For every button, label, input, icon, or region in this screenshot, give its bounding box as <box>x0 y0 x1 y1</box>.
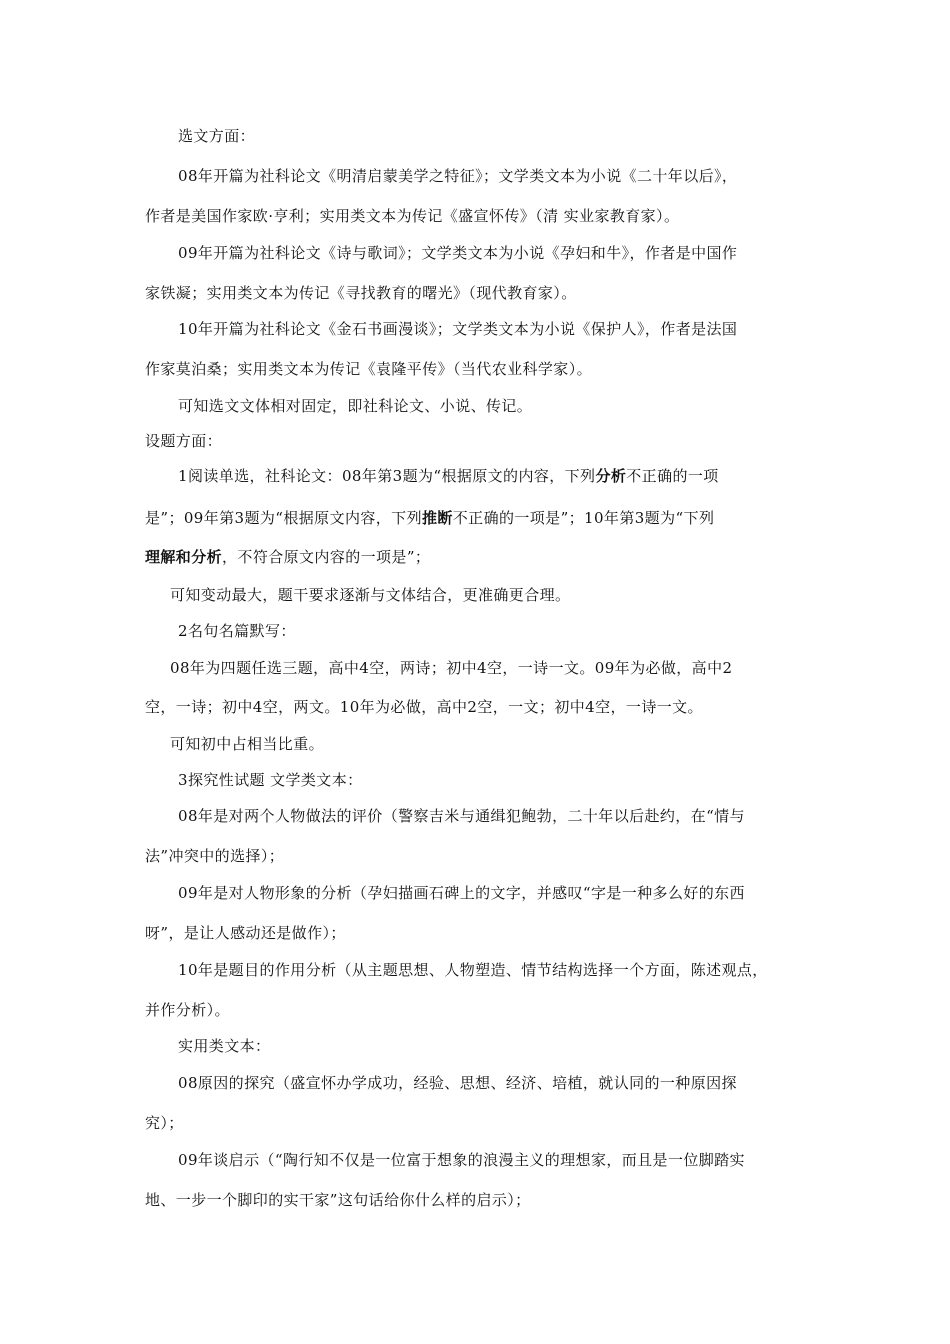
paragraph: 08年为四题任选三题，高中4空，两诗；初中4空，一诗一文。09年为必做，高中2 <box>170 659 733 677</box>
paragraph: 并作分析）。 <box>145 1001 230 1019</box>
paragraph <box>178 466 719 486</box>
paragraph-text: 不正确的一项 <box>626 467 719 485</box>
paragraph: 10年是题目的作用分析（从主题思想、人物塑造、情节结构选择一个方面，陈述观点， <box>178 961 768 979</box>
paragraph-text: 不正确的一项是”；10年第3题为“下列 <box>452 509 715 527</box>
paragraph: 究）； <box>145 1114 184 1132</box>
paragraph: 呀”，是让人感动还是做作）； <box>145 924 346 942</box>
paragraph: 作者是美国作家欧·亨利；实用类文本为传记《盛宣怀传》（清 实业家教育家）。 <box>145 207 680 225</box>
paragraph: 3探究性试题 文学类文本： <box>178 771 363 789</box>
paragraph: 09年开篇为社科论文《诗与歌词》；文学类文本为小说《孕妇和牛》，作者是中国作 <box>178 244 738 262</box>
paragraph-text: ，不符合原文内容的一项是”； <box>222 548 431 566</box>
emphasis-text: 理解和分析 <box>145 548 223 566</box>
paragraph: 作家莫泊桑；实用类文本为传记《袁隆平传》（当代农业科学家）。 <box>145 360 593 378</box>
paragraph: 家铁凝；实用类文本为传记《寻找教育的曙光》（现代教育家）。 <box>145 284 577 302</box>
paragraph-text: 是”；09年第3题为“根据原文内容，下列 <box>145 509 422 527</box>
paragraph <box>145 547 430 567</box>
paragraph: 09年谈启示（“陶行知不仅是一位富于想象的浪漫主义的理想家，而且是一位脚踏实 <box>178 1151 745 1169</box>
section-heading: 实用类文本： <box>178 1037 271 1055</box>
emphasis-text: 分析 <box>595 467 627 485</box>
paragraph: 09年是对人物形象的分析（孕妇描画石碑上的文字，并感叹“字是一种多么好的东西 <box>178 884 745 902</box>
emphasis-text: 推断 <box>421 509 453 527</box>
paragraph: 10年开篇为社科论文《金石书画漫谈》；文学类文本为小说《保护人》，作者是法国 <box>178 320 738 338</box>
paragraph: 2名句名篇默写： <box>178 622 296 640</box>
paragraph: 法”冲突中的选择）； <box>145 847 285 865</box>
paragraph: 地、一步一个脚印的实干家”这句话给你什么样的启示）； <box>145 1191 531 1209</box>
paragraph: 08原因的探究（盛宣怀办学成功，经验、思想、经济、培植，就认同的一种原因探 <box>178 1074 737 1092</box>
paragraph: 可知选文文体相对固定，即社科论文、小说、传记。 <box>178 397 533 415</box>
paragraph: 空，一诗；初中4空，两文。10年为必做，高中2空，一文；初中4空，一诗一文。 <box>145 698 703 716</box>
paragraph: 可知初中占相当比重。 <box>170 735 325 753</box>
section-heading: 设题方面： <box>145 432 223 450</box>
paragraph: 08年开篇为社科论文《明清启蒙美学之特征》；文学类文本为小说《二十年以后》， <box>178 167 738 185</box>
paragraph: 08年是对两个人物做法的评价（警察吉米与通缉犯鲍勃，二十年以后赴约，在“情与 <box>178 807 745 825</box>
paragraph <box>145 508 714 528</box>
paragraph: 可知变动最大，题干要求逐渐与文体结合，更准确更合理。 <box>170 586 571 604</box>
paragraph-text: 1阅读单选，社科论文：08年第3题为“根据原文的内容，下列 <box>178 467 596 485</box>
paragraph: 选文方面： <box>178 127 256 145</box>
